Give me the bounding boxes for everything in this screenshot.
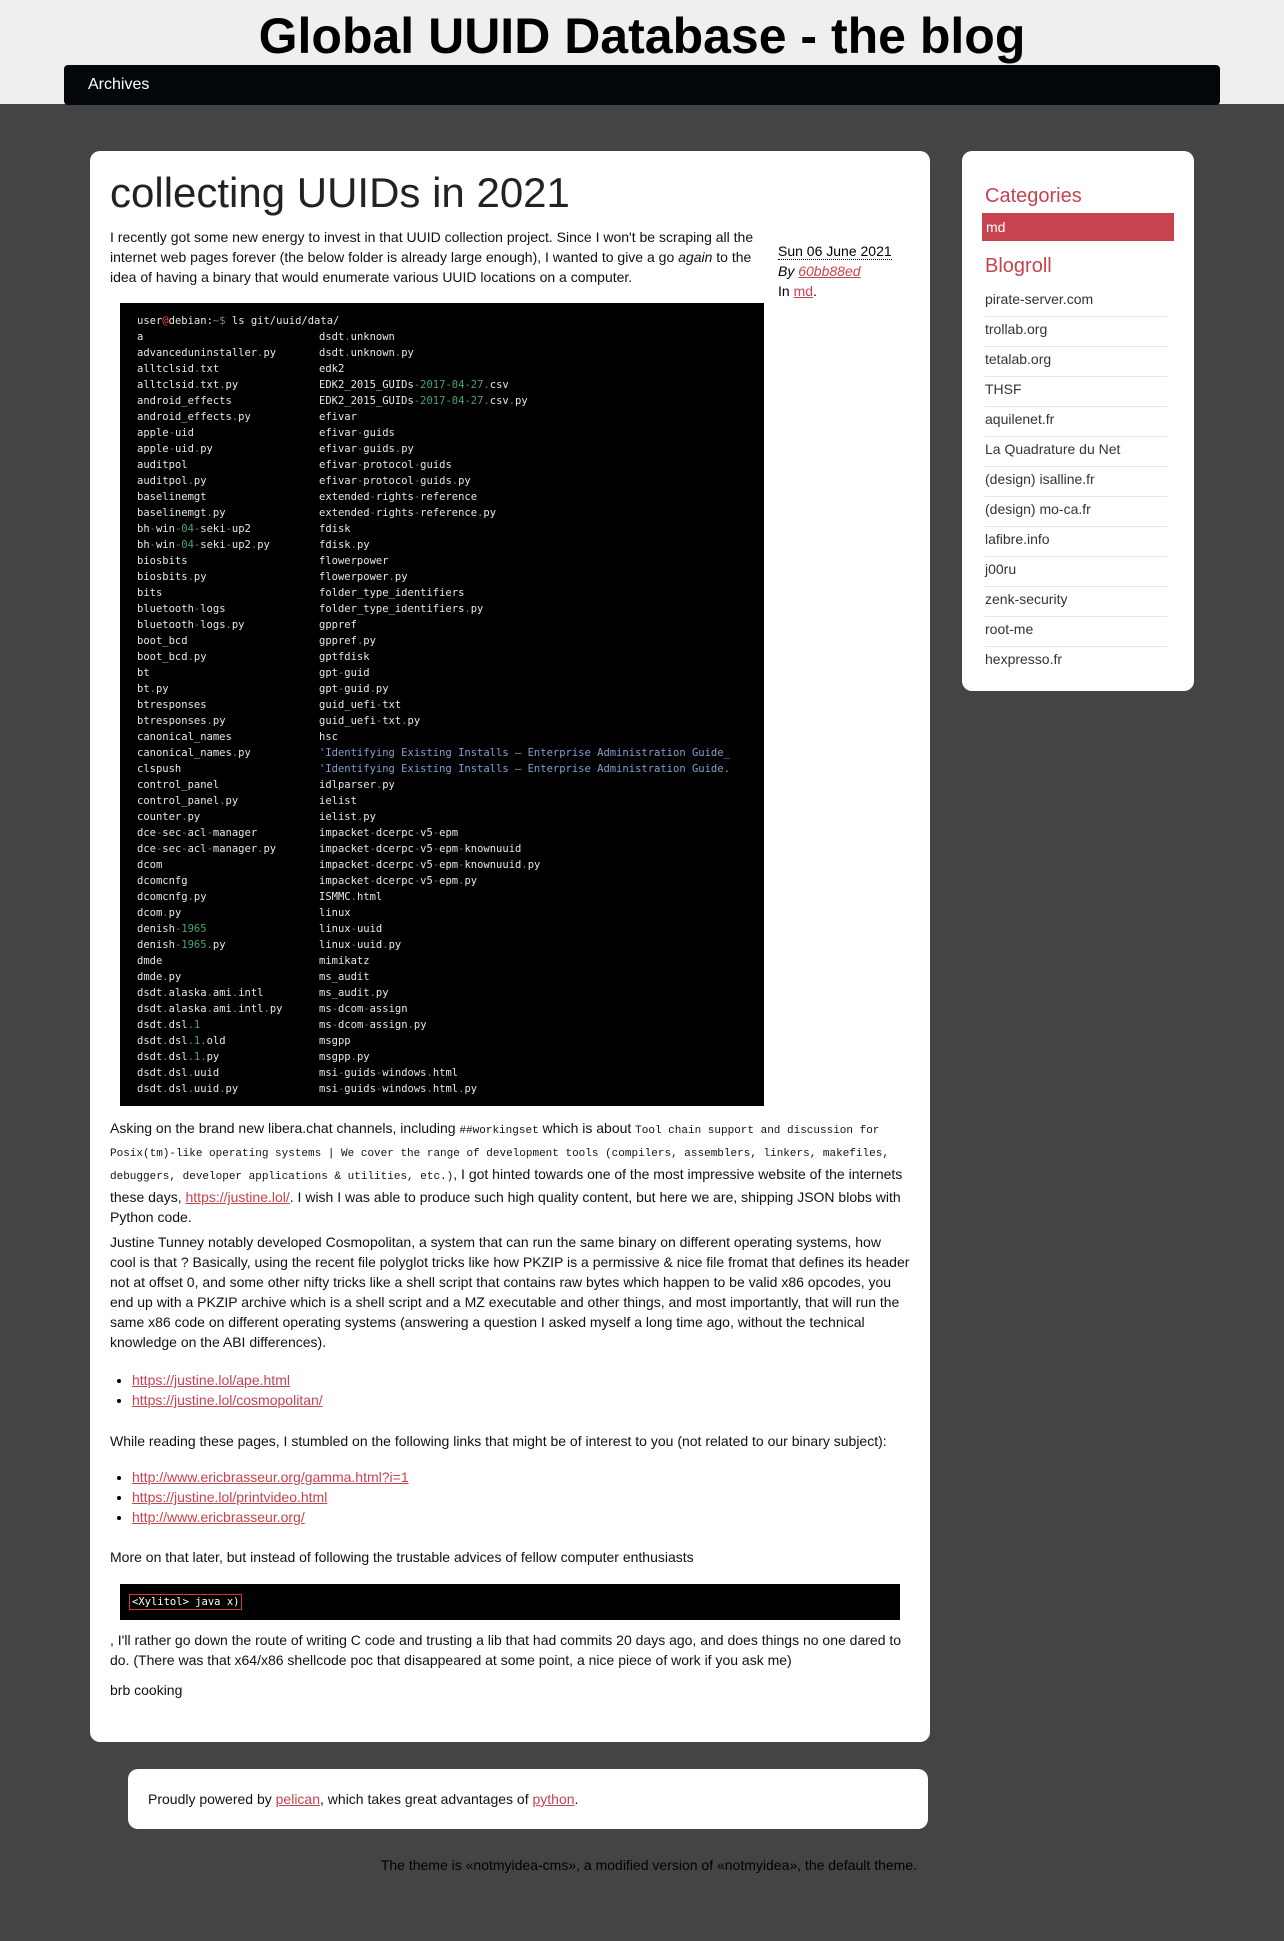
list-item: [132, 1390, 892, 1410]
blogroll-item[interactable]: aquilenet.fr: [985, 407, 1167, 437]
terminal-row: [137, 809, 764, 825]
nav-archives-link[interactable]: Archives: [88, 76, 150, 93]
p2-code-channel: ##workingset: [459, 1125, 539, 1137]
terminal-entry-right: impacket-dcerpc-v5-epm-knownuuid: [319, 843, 522, 855]
sidebar: [962, 151, 1194, 691]
terminal-row: [137, 473, 764, 489]
list-item: [132, 1487, 892, 1507]
terminal-entry-left: bh-win-04-seki-up2: [137, 523, 251, 535]
terminal-entry-left: a: [137, 331, 144, 343]
terminal-entry-left: denish-1965: [137, 923, 207, 935]
terminal-entry-left: canonical_names.py: [137, 747, 251, 759]
terminal-row: [137, 729, 764, 745]
code-quote: <Xylitol> java x): [129, 1594, 242, 1610]
terminal-entry-left: bluetooth-logs.py: [137, 619, 245, 631]
terminal-entry-left: dcom: [137, 859, 163, 871]
terminal-row: [137, 697, 764, 713]
terminal-entry-left: auditpol.py: [137, 475, 207, 487]
article-title[interactable]: collecting UUIDs in 2021: [110, 169, 570, 216]
terminal-rows: [137, 329, 764, 1097]
blogroll-item[interactable]: zenk-security: [985, 587, 1167, 617]
terminal-entry-right: folder_type_identifiers: [319, 587, 465, 599]
terminal-row: [137, 713, 764, 729]
blogroll-item[interactable]: j00ru: [985, 557, 1167, 587]
footer-text-2: , which takes great advantages of: [320, 1791, 533, 1807]
terminal-row: [137, 425, 764, 441]
terminal-entry-right: fdisk.py: [319, 539, 370, 551]
terminal-entry-right: 'Identifying Existing Installs — Enterprise Administration Guide_: [319, 747, 730, 759]
terminal-entry-left: biosbits.py: [137, 571, 207, 583]
terminal-entry-left: dmde.py: [137, 971, 182, 983]
terminal-entry-left: dsdt.dsl.uuid: [137, 1067, 220, 1079]
terminal-entry-right: msi-guids-windows.html.py: [319, 1083, 478, 1095]
terminal-row: [137, 841, 764, 857]
blogroll-heading: Blogroll: [985, 255, 1052, 277]
link-ericbrasseur[interactable]: http://www.ericbrasseur.org/: [132, 1509, 305, 1525]
terminal-entry-left: apple-uid: [137, 427, 194, 439]
paragraph-brb: brb cooking: [110, 1682, 183, 1698]
site-title[interactable]: Global UUID Database - the blog: [258, 8, 1026, 64]
terminal-entry-left: counter.py: [137, 811, 201, 823]
terminal-entry-right: gppref.py: [319, 635, 376, 647]
terminal-entry-right: ms_audit: [319, 971, 370, 983]
terminal-entry-right: EDK2_2015_GUIDs-2017-04-27.csv.py: [319, 395, 528, 407]
terminal-row: [137, 521, 764, 537]
terminal-entry-right: gptfdisk: [319, 651, 370, 663]
paragraph-stumbled: While reading these pages, I stumbled on the following links that might be of interest to you (not related to our binary subject):: [110, 1433, 887, 1449]
p2-code-topic: Tool chain support and discussion for Posix(tm)-like operating systems | We cover the range of development tools (compilers, assemblers, linkers, makefiles, debuggers, developer applications & utilities, etc.): [110, 1125, 889, 1183]
terminal-entry-left: alltclsid.txt: [137, 363, 220, 375]
terminal-row: [137, 857, 764, 873]
terminal-entry-right: ielist: [319, 795, 357, 807]
terminal-row: [137, 905, 764, 921]
terminal-entry-left: dce-sec-acl-manager.py: [137, 843, 277, 855]
prompt-at: @: [162, 315, 169, 327]
terminal-entry-right: gpt-guid.py: [319, 683, 389, 695]
blogroll-item[interactable]: pirate-server.com: [985, 287, 1167, 317]
prompt-tilde: ~: [212, 315, 220, 327]
terminal-entry-right: linux-uuid: [319, 923, 383, 935]
pelican-link[interactable]: pelican: [275, 1791, 321, 1807]
terminal-row: [137, 1065, 764, 1081]
terminal-entry-right: flowerpower.py: [319, 571, 408, 583]
prompt-user: user: [137, 315, 163, 327]
terminal-entry-left: control_panel.py: [137, 795, 239, 807]
terminal-entry-right: msi-guids-windows.html: [319, 1067, 459, 1079]
intro-text-2: to the idea of having a binary that would enumerate various UUID locations on a computer.: [110, 249, 752, 285]
category-item-md[interactable]: md: [982, 213, 1174, 241]
terminal-row: [137, 537, 764, 553]
terminal-entry-left: boot_bcd.py: [137, 651, 207, 663]
list-item: [132, 1467, 892, 1487]
terminal-entry-left: boot_bcd: [137, 635, 188, 647]
list-item: [132, 1507, 892, 1527]
python-link[interactable]: python: [532, 1791, 575, 1807]
terminal-row: [137, 553, 764, 569]
terminal-entry-right: hsc: [319, 731, 338, 743]
terminal-entry-left: dcomcnfg.py: [137, 891, 207, 903]
paragraph-c-code: , I'll rather go down the route of writing C code and trusting a lib that had commits 20 days ago, and does things no one dared to do. (There was that x64/x86 shellcode poc that disappeared at some point, a nice piece of work if you ask me): [110, 1632, 902, 1668]
terminal-row: [137, 937, 764, 953]
blogroll-item[interactable]: root-me: [985, 617, 1167, 647]
in-label: In: [778, 283, 794, 299]
terminal-entry-left: dsdt.dsl.1.py: [137, 1051, 220, 1063]
terminal-entry-right: 'Identifying Existing Installs — Enterprise Administration Guide.: [319, 763, 730, 775]
footer-text-3: .: [574, 1791, 579, 1807]
blogroll-list: [985, 287, 1167, 677]
terminal-entry-right: efivar-guids: [319, 427, 395, 439]
article: [90, 151, 930, 1742]
terminal-entry-left: bits: [137, 587, 163, 599]
terminal-entry-left: baselinemgt.py: [137, 507, 226, 519]
terminal-entry-right: efivar: [319, 411, 357, 423]
terminal-row: [137, 329, 764, 345]
terminal-entry-right: idlparser.py: [319, 779, 395, 791]
blogroll-item[interactable]: La Quadrature du Net: [985, 437, 1167, 467]
terminal-entry-right: ielist.py: [319, 811, 376, 823]
terminal-row: [137, 441, 764, 457]
link-gamma[interactable]: http://www.ericbrasseur.org/gamma.html?i=1: [132, 1469, 409, 1485]
navbar: [64, 65, 1220, 105]
terminal-entry-right: efivar-protocol-guids: [319, 459, 452, 471]
terminal-row: [137, 585, 764, 601]
terminal-row: [137, 777, 764, 793]
p2-text-1: Asking on the brand new libera.chat channels, including: [110, 1120, 460, 1136]
terminal-entry-left: bt.py: [137, 683, 169, 695]
terminal-listing: [120, 303, 764, 1106]
terminal-row: [137, 969, 764, 985]
terminal-entry-left: alltclsid.txt.py: [137, 379, 239, 391]
terminal-entry-right: gpt-guid: [319, 667, 370, 679]
terminal-entry-right: ISMMC.html: [319, 891, 383, 903]
terminal-row: [137, 953, 764, 969]
terminal-row: [137, 745, 764, 761]
terminal-row: [137, 649, 764, 665]
terminal-entry-left: baselinemgt: [137, 491, 207, 503]
terminal-row: [137, 345, 764, 361]
terminal-entry-right: ms_audit.py: [319, 987, 389, 999]
paragraph-cosmopolitan: Justine Tunney notably developed Cosmopolitan, a system that can run the same binary on different operating systems, how cool is that ? Basically, using the recent file polyglot tricks like how PKZIP is a permissive & nice file fromat that defines its header not at offset 0, and some other nifty tricks like a shell script that contains raw bytes which happen to be valid x86 opcodes, you end up with a PKZIP archive which is a shell script and a MZ executable and other things, and most importantly, that will run the same x86 code on different operating systems (answering a question I asked myself a long time ago, without the technical knowledge on the ABI differences).: [110, 1234, 910, 1350]
terminal-entry-left: apple-uid.py: [137, 443, 213, 455]
by-label: By: [778, 263, 799, 279]
terminal-entry-left: clspush: [137, 763, 182, 775]
paragraph-more: More on that later, but instead of following the trustable advices of fellow computer enthusiasts: [110, 1549, 694, 1565]
terminal-entry-right: efivar-guids.py: [319, 443, 414, 455]
footer-text-1: Proudly powered by: [148, 1791, 276, 1807]
terminal-entry-left: dcomcnfg: [137, 875, 188, 887]
theme-note: The theme is «notmyidea-cms», a modified version of «notmyidea», the default theme.: [380, 1857, 917, 1873]
terminal-entry-right: gppref: [319, 619, 357, 631]
intro-paragraph: [110, 227, 762, 287]
terminal-entry-left: dmde: [137, 955, 163, 967]
terminal-entry-left: android_effects: [137, 395, 232, 407]
categories-heading: Categories: [985, 185, 1082, 207]
terminal-entry-right: extended-rights-reference: [319, 491, 478, 503]
terminal-entry-right: folder_type_identifiers.py: [319, 603, 484, 615]
terminal-row: [137, 889, 764, 905]
terminal-row: [137, 681, 764, 697]
justine-link[interactable]: https://justine.lol/: [185, 1189, 290, 1205]
meta-period: .: [813, 283, 817, 299]
link-list-other: [132, 1467, 892, 1527]
terminal-entry-left: auditpol: [137, 459, 188, 471]
terminal-entry-right: impacket-dcerpc-v5-epm: [319, 827, 459, 839]
intro-text-1: I recently got some new energy to invest in that UUID collection project. Since I won't be scraping all the internet web pages forever (the below folder is already large enough), I wanted to give a go: [110, 229, 754, 265]
terminal-row: [137, 489, 764, 505]
blogroll-item[interactable]: THSF: [985, 377, 1167, 407]
terminal-row: [137, 633, 764, 649]
terminal-row: [137, 409, 764, 425]
list-item: [132, 1370, 892, 1390]
terminal-entry-left: android_effects.py: [137, 411, 251, 423]
terminal-entry-left: dsdt.dsl.1: [137, 1019, 201, 1031]
terminal-row: [137, 921, 764, 937]
terminal-row: [137, 505, 764, 521]
p2-text-3: , I got hinted towards one of the most impressive website of the internets these days,: [110, 1166, 903, 1205]
terminal-entry-left: dsdt.alaska.ami.intl: [137, 987, 264, 999]
terminal-entry-left: dsdt.dsl.1.old: [137, 1035, 226, 1047]
terminal-entry-right: impacket-dcerpc-v5-epm.py: [319, 875, 478, 887]
terminal-entry-right: edk2: [319, 363, 345, 375]
terminal-entry-right: msgpp: [319, 1035, 351, 1047]
terminal-entry-left: dsdt.dsl.uuid.py: [137, 1083, 239, 1095]
terminal-entry-right: msgpp.py: [319, 1051, 370, 1063]
terminal-entry-left: biosbits: [137, 555, 188, 567]
code-quote-block: [120, 1584, 900, 1620]
terminal-entry-right: EDK2_2015_GUIDs-2017-04-27.csv: [319, 379, 509, 391]
prompt-host: debian: [168, 315, 207, 327]
terminal-entry-right: linux-uuid.py: [319, 939, 402, 951]
link-list-justine: [132, 1370, 892, 1410]
terminal-row: [137, 361, 764, 377]
paragraph-libera: [110, 1118, 910, 1227]
article-meta: [778, 241, 918, 301]
terminal-entry-right: efivar-protocol-guids.py: [319, 475, 471, 487]
link-cosmopolitan[interactable]: https://justine.lol/cosmopolitan/: [132, 1392, 323, 1408]
terminal-row: [137, 617, 764, 633]
terminal-row: [137, 601, 764, 617]
blogroll-item[interactable]: trollab.org: [985, 317, 1167, 347]
terminal-entry-left: bh-win-04-seki-up2.py: [137, 539, 270, 551]
terminal-row: [137, 377, 764, 393]
category-link[interactable]: md: [793, 283, 814, 299]
terminal-row: [137, 1001, 764, 1017]
terminal-entry-left: bt: [137, 667, 150, 679]
intro-emphasis: again: [678, 249, 713, 265]
terminal-entry-left: advanceduninstaller.py: [137, 347, 277, 359]
prompt-sep: :: [206, 315, 213, 327]
link-ape[interactable]: https://justine.lol/ape.html: [132, 1372, 290, 1388]
terminal-entry-left: denish-1965.py: [137, 939, 226, 951]
terminal-entry-left: bluetooth-logs: [137, 603, 226, 615]
terminal-row: [137, 793, 764, 809]
terminal-row: [137, 1017, 764, 1033]
terminal-row: [137, 1033, 764, 1049]
terminal-entry-right: dsdt.unknown.py: [319, 347, 414, 359]
terminal-row: [137, 665, 764, 681]
footer-powered-by: [128, 1769, 928, 1829]
terminal-entry-right: ms-dcom-assign.py: [319, 1019, 427, 1031]
terminal-entry-left: dcom.py: [137, 907, 182, 919]
blogroll-item[interactable]: tetalab.org: [985, 347, 1167, 377]
terminal-row: [137, 569, 764, 585]
author-link[interactable]: 60bb88ed: [798, 263, 861, 279]
blogroll-item[interactable]: (design) mo-ca.fr: [985, 497, 1167, 527]
terminal-entry-right: ms-dcom-assign: [319, 1003, 408, 1015]
terminal-entry-right: flowerpower: [319, 555, 389, 567]
prompt-dollar: $: [219, 315, 226, 327]
terminal-entry-left: btresponses.py: [137, 715, 226, 727]
terminal-entry-left: control_panel: [137, 779, 220, 791]
terminal-row: [137, 825, 764, 841]
terminal-row: [137, 1049, 764, 1065]
terminal-entry-right: dsdt.unknown: [319, 331, 395, 343]
p2-text-2: which is about: [538, 1120, 636, 1136]
terminal-entry-right: linux: [319, 907, 351, 919]
terminal-row: [137, 457, 764, 473]
terminal-entry-left: dce-sec-acl-manager: [137, 827, 258, 839]
terminal-entry-left: btresponses: [137, 699, 207, 711]
terminal-entry-right: guid_uefi-txt.py: [319, 715, 421, 727]
blogroll-item[interactable]: (design) isalline.fr: [985, 467, 1167, 497]
terminal-entry-left: canonical_names: [137, 731, 232, 743]
terminal-entry-right: fdisk: [319, 523, 351, 535]
terminal-row: [137, 873, 764, 889]
terminal-row: [137, 393, 764, 409]
terminal-entry-right: mimikatz: [319, 955, 370, 967]
terminal-entry-left: dsdt.alaska.ami.intl.py: [137, 1003, 283, 1015]
article-date: Sun 06 June 2021: [778, 243, 892, 259]
terminal-entry-right: impacket-dcerpc-v5-epm-knownuuid.py: [319, 859, 541, 871]
blogroll-item[interactable]: lafibre.info: [985, 527, 1167, 557]
link-printvideo[interactable]: https://justine.lol/printvideo.html: [132, 1489, 328, 1505]
terminal-row: [137, 761, 764, 777]
terminal-entry-right: extended-rights-reference.py: [319, 507, 497, 519]
prompt-command: ls git/uuid/data/: [225, 315, 340, 327]
terminal-prompt: [137, 313, 764, 329]
p2-text-4: . I wish I was able to produce such high quality content, but here we are, shipping JSON blobs with Python code.: [110, 1189, 901, 1225]
terminal-row: [137, 1081, 764, 1097]
terminal-row: [137, 985, 764, 1001]
blogroll-item[interactable]: hexpresso.fr: [985, 651, 1063, 667]
terminal-entry-right: guid_uefi-txt: [319, 699, 402, 711]
site-header: [0, 0, 1284, 104]
